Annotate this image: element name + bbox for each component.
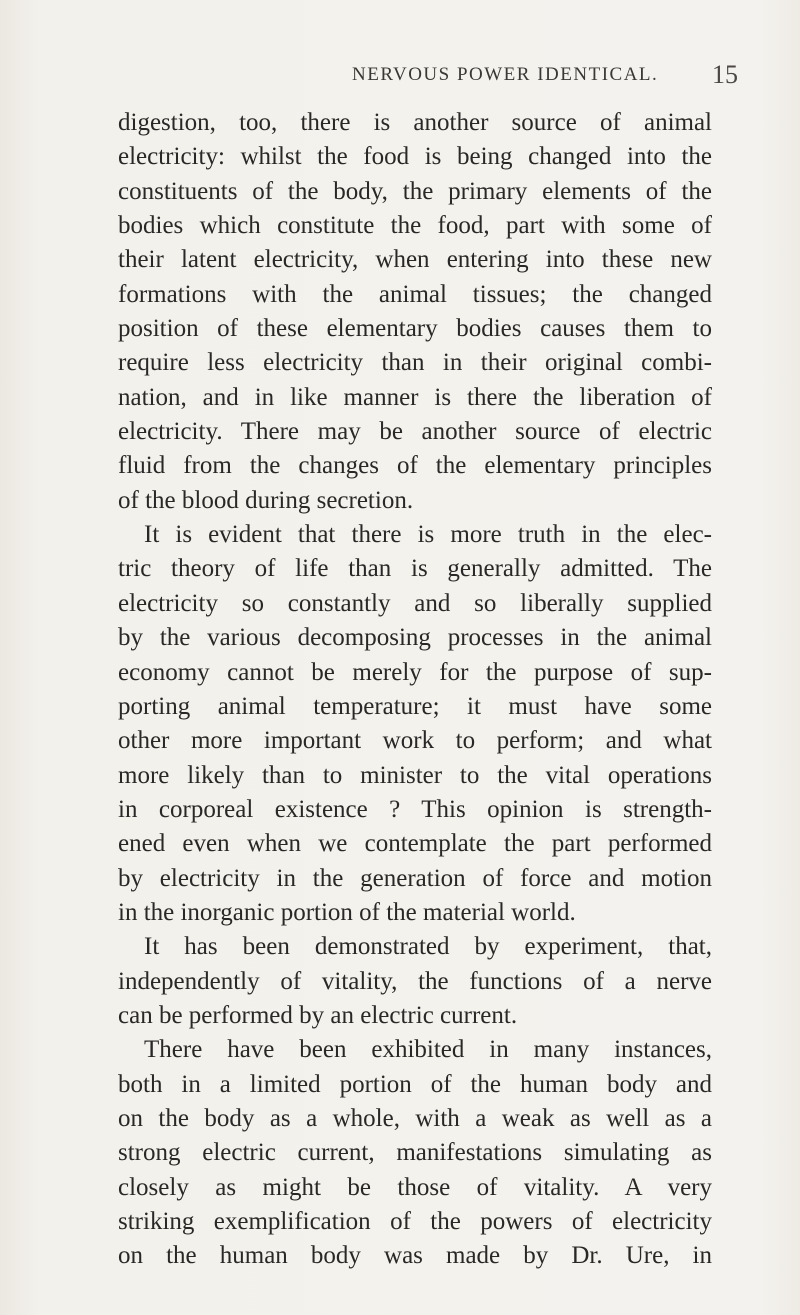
text-line: formations with the animal tissues; the changed [118,280,712,308]
text-line: closely as might be those of vitality. A very [118,1173,712,1201]
text-line: in corporeal existence ? This opinion is strength- [118,795,712,823]
text-line: can be performed by an electric current. [118,1001,518,1029]
text-line: digestion, too, there is another source of animal [118,109,712,136]
text-line: ened even when we contemplate the part performed [118,830,712,858]
text-line: independently of vitality, the functions of a nerve [118,967,712,995]
running-head [0,60,800,94]
text-line: electricity. There may be another source of electric [118,418,712,446]
running-title: NERVOUS POWER IDENTICAL. [352,64,659,85]
text-line: electricity so constantly and so liberally supplied [118,589,712,617]
text-line: require less electricity than in their original combi- [118,349,712,377]
text-line: economy cannot be merely for the purpose of sup- [118,658,712,686]
text-line: on the body as a whole, with a weak as well as a [118,1104,712,1132]
text-line: their latent electricity, when entering into these new [118,246,712,274]
text-line: porting animal temperature; it must have some [118,692,712,720]
text-line: bodies which constitute the food, part with some of [118,212,712,240]
text-line: electricity: whilst the food is being changed into the [118,143,712,171]
text-line: tric theory of life than is generally admitted. The [118,555,712,583]
text-line: on the human body was made by Dr. Ure, in [118,1242,712,1270]
text-line: other more important work to perform; and what [118,727,712,755]
text-line: There have been exhibited in many instances, [144,1036,712,1064]
text-line: of the blood during secretion. [118,486,414,514]
page-number: 15 [712,60,738,89]
text-line: by electricity in the generation of force and motion [118,864,712,892]
text-line: constituents of the body, the primary elements of the [118,177,712,205]
text-line: It is evident that there is more truth in the elec- [144,521,712,549]
text-line: fluid from the changes of the elementary principles [118,452,712,480]
text-line: nation, and in like manner is there the liberation of [118,383,712,411]
text-line: in the inorganic portion of the material world. [118,898,576,926]
text-line: more likely than to minister to the vital operations [118,761,712,789]
text-line: strong electric current, manifestations simulating as [118,1139,712,1167]
text-line: It has been demonstrated by experiment, that, [144,933,712,961]
text-line: position of these elementary bodies causes them to [118,315,712,343]
text-line: both in a limited portion of the human body and [118,1070,712,1098]
body-text [118,106,712,1274]
text-line: striking exemplification of the powers of electricity [118,1208,712,1235]
text-line: by the various decomposing processes in the animal [118,624,712,652]
